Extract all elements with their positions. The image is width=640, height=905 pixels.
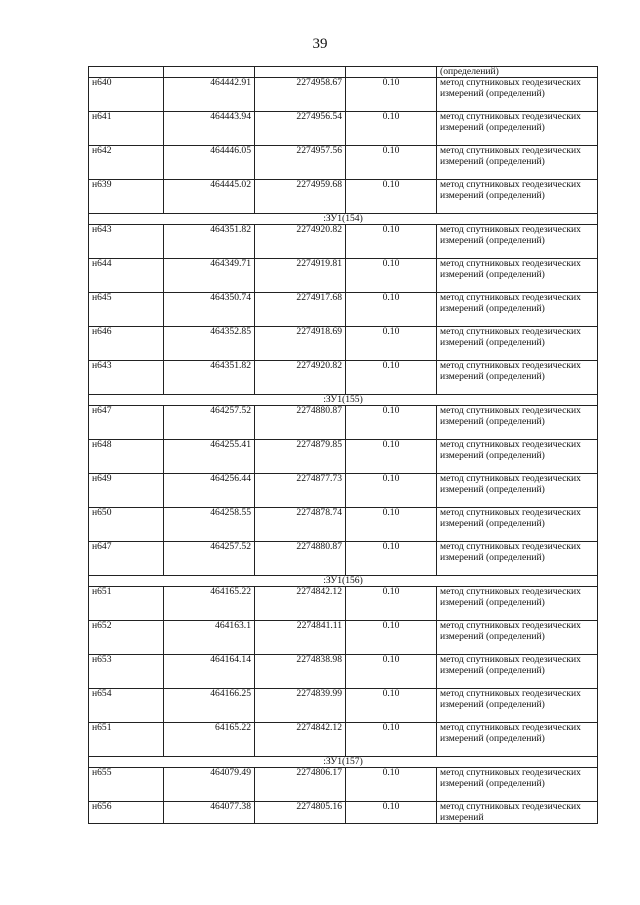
point-cell: н648 [89,440,164,474]
table-row [89,587,598,621]
y-cell: 2274957.56 [255,146,346,180]
y-cell: 2274842.12 [255,723,346,757]
y-cell: 2274919.81 [255,259,346,293]
table-row [89,542,598,576]
table-row [89,440,598,474]
error-cell: 0.10 [346,587,437,621]
table-row [89,406,598,440]
error-cell: 0.10 [346,406,437,440]
method-cell: метод спутниковых геодезических измерений (определений) [437,361,598,395]
point-cell: н656 [89,802,164,824]
section-title: :ЗУ1(156) [89,576,598,587]
method-cell: метод спутниковых геодезических измерений (определений) [437,440,598,474]
y-cell: 2274806.17 [255,768,346,802]
point-cell: н652 [89,621,164,655]
table-row [89,180,598,214]
error-cell: 0.10 [346,621,437,655]
error-cell: 0.10 [346,723,437,757]
table-row [89,146,598,180]
table-row [89,293,598,327]
table-row [89,768,598,802]
point-cell: н653 [89,655,164,689]
x-cell: 464256.44 [164,474,255,508]
coordinates-table [88,66,598,824]
page-number: 39 [312,36,328,52]
error-cell: 0.10 [346,327,437,361]
method-cell: метод спутниковых геодезических измерений (определений) [437,542,598,576]
error-cell: 0.10 [346,259,437,293]
x-cell: 464442.91 [164,78,255,112]
x-cell: 64165.22 [164,723,255,757]
y-cell: 2274842.12 [255,587,346,621]
x-cell: 464445.02 [164,180,255,214]
method-cell: метод спутниковых геодезических измерений (определений) [437,474,598,508]
method-cell: метод спутниковых геодезических измерений (определений) [437,508,598,542]
point-cell: н641 [89,112,164,146]
y-cell: 2274956.54 [255,112,346,146]
coordinates-table-body [89,67,598,824]
y-cell: 2274920.82 [255,361,346,395]
x-cell: 464350.74 [164,293,255,327]
error-cell: 0.10 [346,508,437,542]
error-cell: 0.10 [346,293,437,327]
table-row [89,259,598,293]
error-cell: 0.10 [346,802,437,824]
method-cell: метод спутниковых геодезических измерений (определений) [437,587,598,621]
point-cell: н642 [89,146,164,180]
y-cell: 2274841.11 [255,621,346,655]
section-header-row [89,214,598,225]
y-cell: 2274958.67 [255,78,346,112]
x-cell: 464257.52 [164,542,255,576]
table-row [89,621,598,655]
section-title: :ЗУ1(157) [89,757,598,768]
method-cell: метод спутниковых геодезических измерений (определений) [437,180,598,214]
method-cell: метод спутниковых геодезических измерений (определений) [437,655,598,689]
method-cell: метод спутниковых геодезических измерений [437,802,598,824]
x-cell [164,67,255,78]
y-cell: 2274878.74 [255,508,346,542]
method-cell: метод спутниковых геодезических измерений (определений) [437,112,598,146]
x-cell: 464443.94 [164,112,255,146]
error-cell: 0.10 [346,78,437,112]
y-cell [255,67,346,78]
x-cell: 464351.82 [164,361,255,395]
table-row [89,361,598,395]
method-cell: метод спутниковых геодезических измерений (определений) [437,225,598,259]
method-cell: метод спутниковых геодезических измерений (определений) [437,293,598,327]
method-cell: метод спутниковых геодезических измерений (определений) [437,78,598,112]
x-cell: 464352.85 [164,327,255,361]
point-cell: н639 [89,180,164,214]
table-row [89,723,598,757]
error-cell: 0.10 [346,542,437,576]
point-cell: н651 [89,587,164,621]
error-cell: 0.10 [346,768,437,802]
section-header-row [89,576,598,587]
table-row [89,327,598,361]
error-cell: 0.10 [346,146,437,180]
error-cell: 0.10 [346,474,437,508]
point-cell: н655 [89,768,164,802]
error-cell: 0.10 [346,180,437,214]
error-cell: 0.10 [346,361,437,395]
y-cell: 2274959.68 [255,180,346,214]
error-cell: 0.10 [346,112,437,146]
x-cell: 464258.55 [164,508,255,542]
y-cell: 2274879.85 [255,440,346,474]
x-cell: 464165.22 [164,587,255,621]
y-cell: 2274839.99 [255,689,346,723]
error-cell: 0.10 [346,655,437,689]
point-cell: н644 [89,259,164,293]
point-cell: н651 [89,723,164,757]
y-cell: 2274917.68 [255,293,346,327]
continuation-row [89,67,598,78]
section-header-row [89,395,598,406]
method-cell: метод спутниковых геодезических измерений (определений) [437,768,598,802]
section-header-row [89,757,598,768]
point-cell: н650 [89,508,164,542]
y-cell: 2274918.69 [255,327,346,361]
method-cell: метод спутниковых геодезических измерений (определений) [437,146,598,180]
table-row [89,689,598,723]
table-row [89,474,598,508]
point-cell: н643 [89,225,164,259]
y-cell: 2274805.16 [255,802,346,824]
x-cell: 464077.38 [164,802,255,824]
table-row [89,112,598,146]
point-cell: н643 [89,361,164,395]
x-cell: 464079.49 [164,768,255,802]
point-cell: н649 [89,474,164,508]
method-cell: метод спутниковых геодезических измерений (определений) [437,621,598,655]
x-cell: 464446.05 [164,146,255,180]
error-cell: 0.10 [346,225,437,259]
section-title: :ЗУ1(155) [89,395,598,406]
point-cell: н647 [89,542,164,576]
y-cell: 2274920.82 [255,225,346,259]
method-cell: метод спутниковых геодезических измерений (определений) [437,689,598,723]
x-cell: 464351.82 [164,225,255,259]
method-cell: метод спутниковых геодезических измерений (определений) [437,406,598,440]
x-cell: 464257.52 [164,406,255,440]
method-cell: (определений) [437,67,598,78]
point-cell: н645 [89,293,164,327]
table-row [89,225,598,259]
table-row [89,508,598,542]
point-cell: н640 [89,78,164,112]
y-cell: 2274838.98 [255,655,346,689]
error-cell: 0.10 [346,440,437,474]
y-cell: 2274880.87 [255,406,346,440]
method-cell: метод спутниковых геодезических измерений (определений) [437,259,598,293]
point-cell: н647 [89,406,164,440]
error-cell: 0.10 [346,689,437,723]
point-cell [89,67,164,78]
point-cell: н646 [89,327,164,361]
x-cell: 464164.14 [164,655,255,689]
y-cell: 2274877.73 [255,474,346,508]
error-cell [346,67,437,78]
table-row [89,655,598,689]
x-cell: 464163.1 [164,621,255,655]
y-cell: 2274880.87 [255,542,346,576]
x-cell: 464349.71 [164,259,255,293]
table-row [89,802,598,824]
point-cell: н654 [89,689,164,723]
method-cell: метод спутниковых геодезических измерений (определений) [437,723,598,757]
x-cell: 464255.41 [164,440,255,474]
section-title: :ЗУ1(154) [89,214,598,225]
table-row [89,78,598,112]
method-cell: метод спутниковых геодезических измерений (определений) [437,327,598,361]
x-cell: 464166.25 [164,689,255,723]
